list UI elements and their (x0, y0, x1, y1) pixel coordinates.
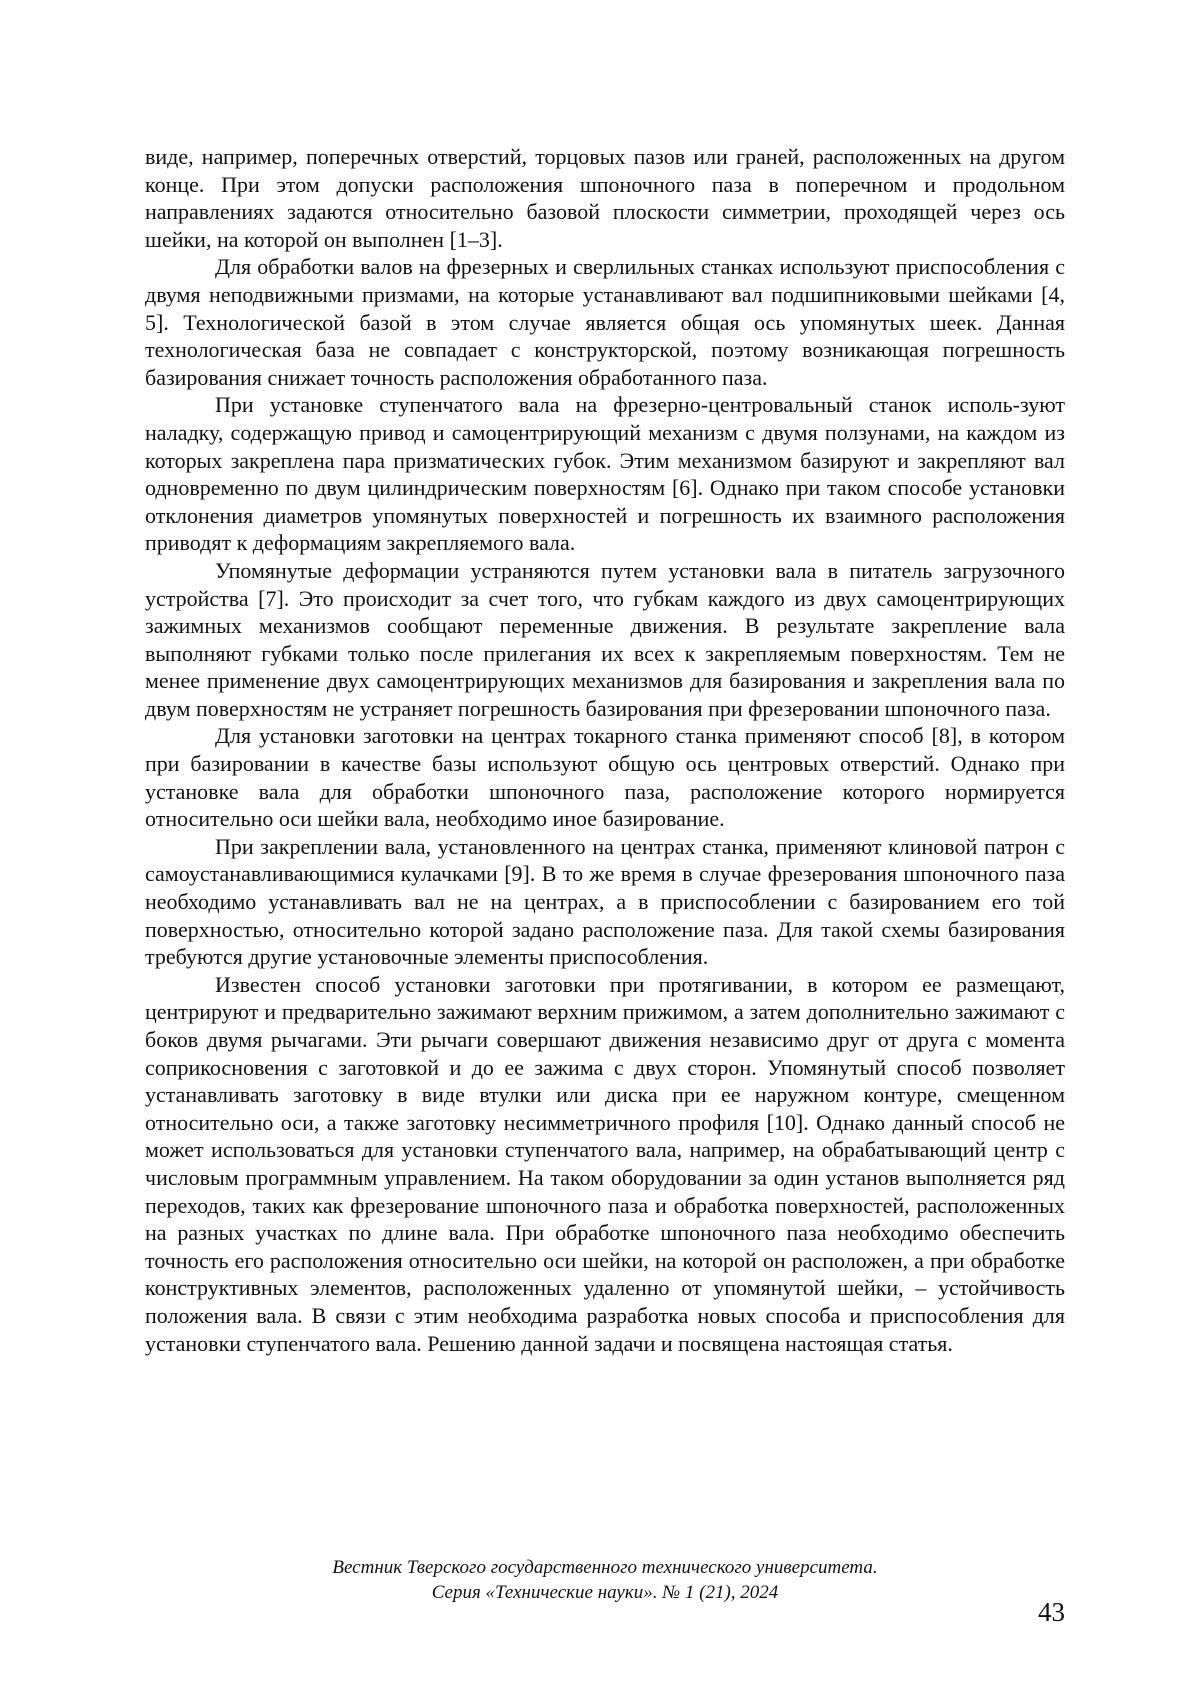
paragraph-continuation: виде, например, поперечных отверстий, торцовых пазов или граней, расположенных на другом конце. При этом допуски расположения шпоночного паза в поперечном и продольном направлениях задаются относительно базовой плоскости симметрии, проходящей через ось шейки, на которой он выполнен [1–3]. (145, 144, 1065, 252)
body-text (145, 143, 1065, 1357)
paragraph-2: Для обработки валов на фрезерных и сверлильных станках используют приспособления с двумя неподвижными призмами, на которые устанавливают вал подшипниковыми шейками [4, 5]. Технологической базой в этом случае является общая ось упомянутых шеек. Данная технологическая база не совпадает с конструкторской, поэтому возникающая погрешность базирования снижает точность расположения обработанного паза. (145, 254, 1065, 390)
journal-title-line: Вестник Тверского государственного технического университета. (332, 1557, 878, 1578)
journal-series-line: Серия «Технические науки». № 1 (21), 2024 (431, 1582, 779, 1603)
page-number: 43 (1038, 1597, 1065, 1627)
paragraph-5: Для установки заготовки на центрах токарного станка применяют способ [8], в котором при базировании в качестве базы используют общую ось центровых отверстий. Однако при установке вала для обработки шпоночного паза, расположение которого нормируется относительно оси шейки вала, необходимо иное базирование. (145, 723, 1065, 832)
paragraph-7: Известен способ установки заготовки при протягивании, в котором ее размещают, центрируют и предварительно зажимают верхним прижимом, а затем дополнительно зажимают с боков двумя рычагами. Эти рычаги совершают движения независимо друг от друга с момента соприкосновения с заготовкой и до ее зажима с двух сторон. Упомянутый способ позволяет устанавливать заготовку в виде втулки или диска при ее наружном контуре, смещенном относительно оси, а также заготовку несимметричного профиля [10]. Однако данный способ не может использоваться для установки ступенчатого вала, например, на обрабатывающий центр с числовым программным управлением. На таком оборудовании за один установ выполняется ряд переходов, таких как фрезерование шпоночного паза и обработка поверхностей, расположенных на разных участках по длине вала. При обработке шпоночного паза необходимо обеспечить точность его расположения относительно оси шейки, на которой он расположен, а при обработке конструктивных элементов, расположенных удаленно от упомянутой шейки, – устойчивость положения вала. В связи с этим необходима разработка новых способа и приспособления для установки ступенчатого вала. Решению данной задачи и посвящена настоящая статья. (145, 971, 1065, 1356)
paragraph-3: При установке ступенчатого вала на фрезерно-центровальный станок исполь-зуют наладку, содержащую привод и самоцентрирующий механизм с двумя ползунами, на каждом из которых закреплена пара призматических губок. Этим механизмом базируют и закрепляют вал одновременно по двум цилиндрическим поверхностям [6]. Однако при таком способе установки отклонения диаметров упомянутых поверхностей и погрешность их взаимного расположения приводят к деформациям закрепляемого вала. (145, 392, 1065, 556)
paragraph-6: При закреплении вала, установленного на центрах станка, применяют клиновой патрон с самоустанавливающимися кулачками [9]. В то же время в случае фрезерования шпоночного паза необходимо устанавливать вал не на центрах, а в приспособлении с базированием его той поверхностью, относительно которой задано расположение паза. Для такой схемы базирования требуются другие установочные элементы приспособления. (145, 833, 1065, 970)
journal-footer (145, 1555, 1065, 1605)
paragraph-4: Упомянутые деформации устраняются путем установки вала в питатель загрузочного устройства [7]. Это происходит за счет того, что губкам каждого из двух самоцентрирующих зажимных механизмов сообщают переменные движения. В результате закрепление вала выполняют губками только после прилегания их всех к закрепляемым поверхностям. Тем не менее применение двух самоцентрирующих механизмов для базирования и закрепления вала по двум поверхностям не устраняет погрешность базирования при фрезеровании шпоночного паза. (145, 557, 1065, 721)
